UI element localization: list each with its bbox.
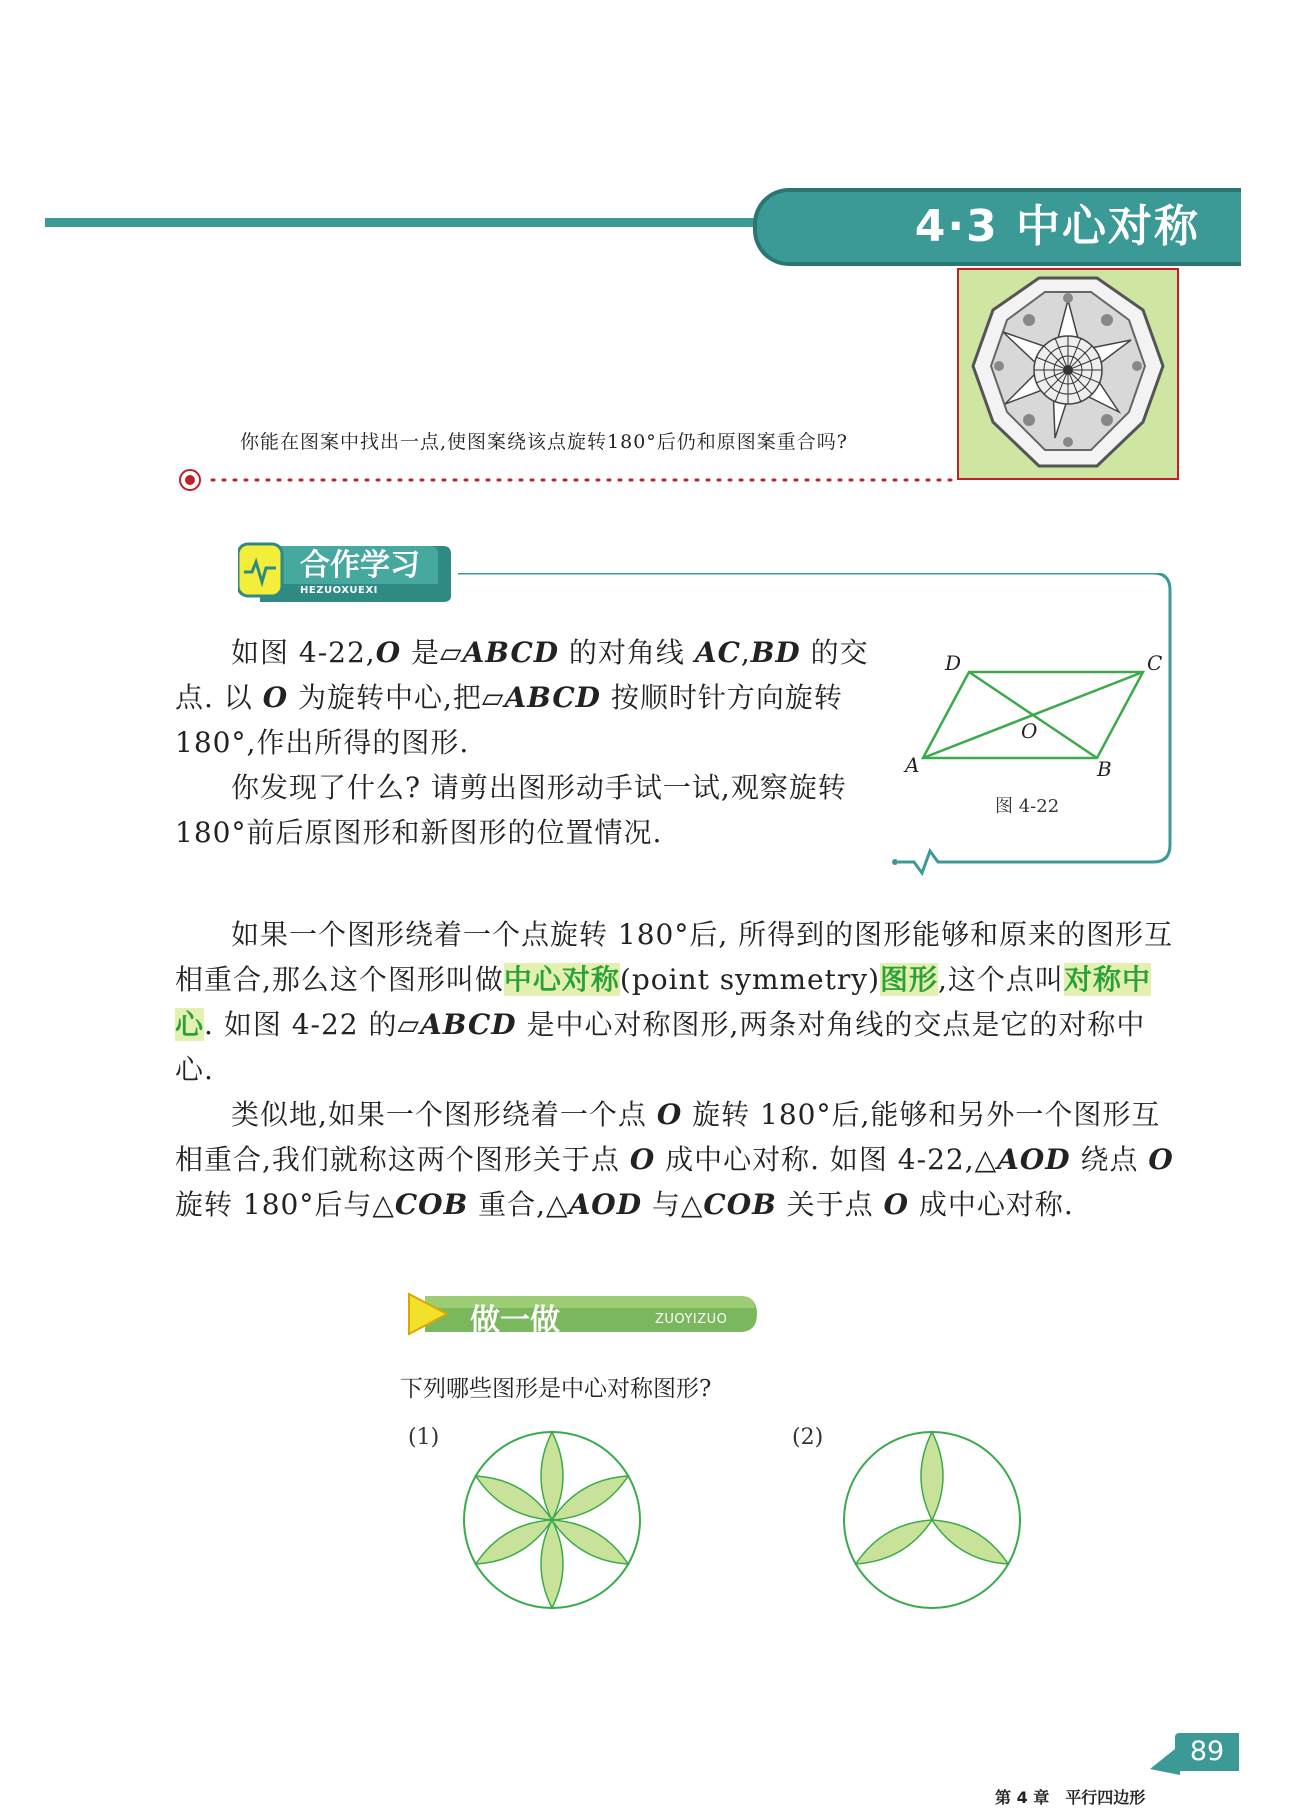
- figure-2-label: (2): [792, 1425, 824, 1450]
- figure-2-three-petal: [840, 1428, 1024, 1612]
- figure-4-22: [895, 650, 1175, 780]
- main-paragraph-2: 类似地,如果一个图形绕着一个点 O 旋转 180°后,能够和另外一个图形互相重合,我们就称这两个图形关于点 O 成中心对称. 如图 4-22,△AOD 绕点 O 旋转 180°后与△COB 重合,△AOD 与△COB 关于点 O 成中心对称.: [175, 1098, 1174, 1221]
- coop-text: [175, 630, 875, 855]
- term-central-symmetry: 中心对称: [503, 963, 620, 996]
- figure-1-six-petal-flower: [460, 1428, 644, 1612]
- page-number: 89: [1175, 1733, 1239, 1771]
- label-b: B: [1097, 757, 1112, 780]
- activity-subtitle: ZUOYIZUO: [655, 1312, 728, 1327]
- pattern-image-frame: [957, 268, 1179, 480]
- term-center-of-symmetry: 对称中心: [175, 963, 1151, 1041]
- coop-paragraph-2: 你发现了什么? 请剪出图形动手试一试,观察旋转 180°前后原图形和新图形的位置情况.: [175, 771, 847, 849]
- coop-study-subtitle: HEZUOXUEXI: [300, 585, 378, 596]
- coop-paragraph-1: 如图 4-22,O 是▱ABCD 的对角线 AC,BD 的交点. 以 O 为旋转中心,把▱ABCD 按顺时针方向旋转 180°,作出所得的图形.: [175, 636, 869, 759]
- section-title: 4·3 中心对称: [914, 201, 1200, 252]
- coop-study-title: 合作学习: [300, 548, 420, 583]
- figure-caption: 图 4-22: [995, 796, 1060, 817]
- label-a: A: [905, 753, 920, 777]
- main-paragraph-1: 如果一个图形绕着一个点旋转 180°后, 所得到的图形能够和原来的图形互相重合,那么这个图形叫做中心对称(point symmetry)图形,这个点叫对称中心. 如图 4-22 的▱ABCD 是中心对称图形,两条对角线的交点是它的对称中心.: [175, 918, 1174, 1086]
- main-text: [175, 912, 1180, 1227]
- intro-question: 你能在图案中找出一点,使图案绕该点旋转180°后仍和原图案重合吗?: [240, 431, 848, 453]
- label-o: O: [1021, 719, 1038, 743]
- activity-question: 下列哪些图形是中心对称图形?: [400, 1376, 712, 1402]
- term-figure: 图形: [880, 963, 939, 996]
- label-d: D: [945, 651, 962, 675]
- octagonal-pattern-image: [959, 270, 1177, 478]
- activity-label: 做一做: [470, 1303, 560, 1338]
- label-c: C: [1147, 651, 1163, 675]
- figure-1-label: (1): [408, 1425, 440, 1450]
- dotted-separator: [178, 468, 958, 492]
- diagonal-bd: [969, 672, 1097, 758]
- chapter-footer: 第 4 章 平行四边形: [995, 1788, 1146, 1807]
- header-rule: [45, 218, 765, 227]
